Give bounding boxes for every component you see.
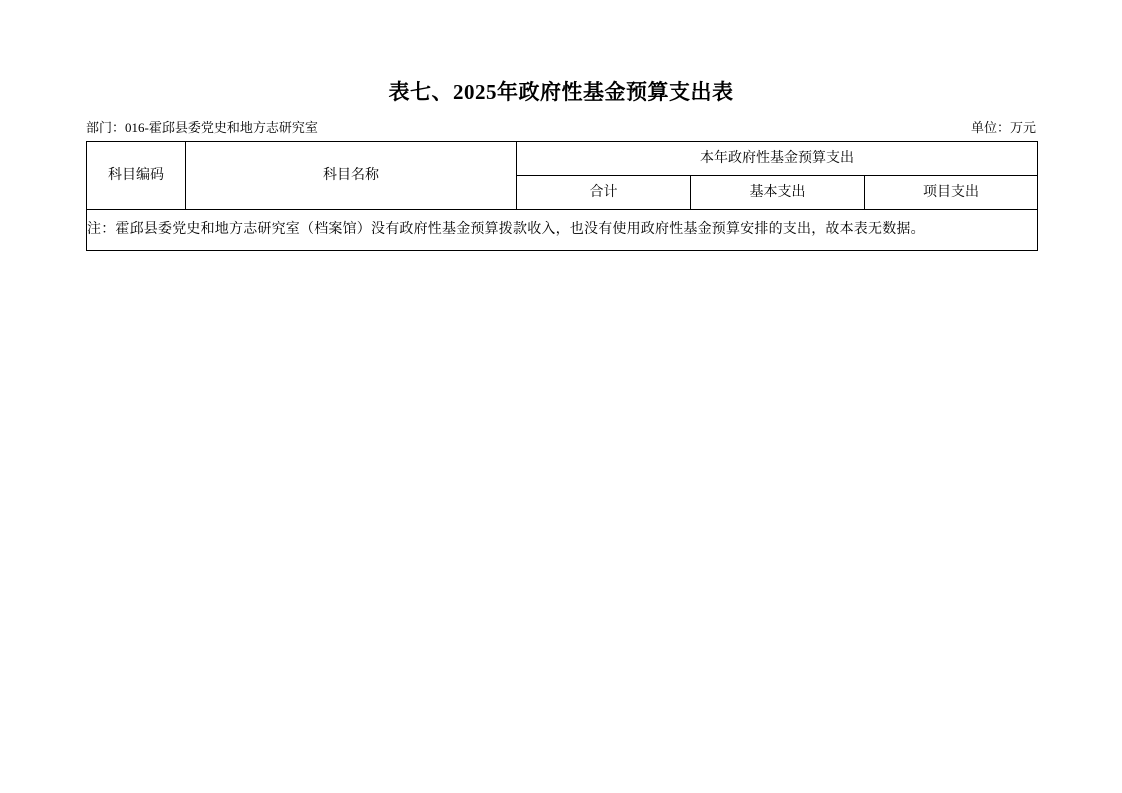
unit-label: 单位：万元: [970, 120, 1036, 135]
table-note: 注：霍邱县委党史和地方志研究室（档案馆）没有政府性基金预算拨款收入，也没有使用政府性基金预算安排的支出，故本表无数据。: [87, 210, 1038, 251]
column-header-total: 合计: [517, 176, 691, 210]
page-title: 表七、2025年政府性基金预算支出表: [388, 80, 734, 104]
column-header-code: 科目编码: [87, 142, 186, 210]
column-header-project: 项目支出: [865, 176, 1038, 210]
table-body: [87, 210, 1038, 251]
column-header-basic: 基本支出: [691, 176, 865, 210]
table-note-row: [87, 210, 1038, 251]
department-label: 部门：016-霍邱县委党史和地方志研究室: [86, 120, 318, 135]
table-header-row-1: [87, 142, 1038, 176]
column-header-group: 本年政府性基金预算支出: [517, 142, 1038, 176]
table-header: [87, 142, 1038, 210]
column-header-name: 科目名称: [186, 142, 517, 210]
budget-table: [86, 141, 1038, 251]
document-meta: [86, 119, 1036, 137]
